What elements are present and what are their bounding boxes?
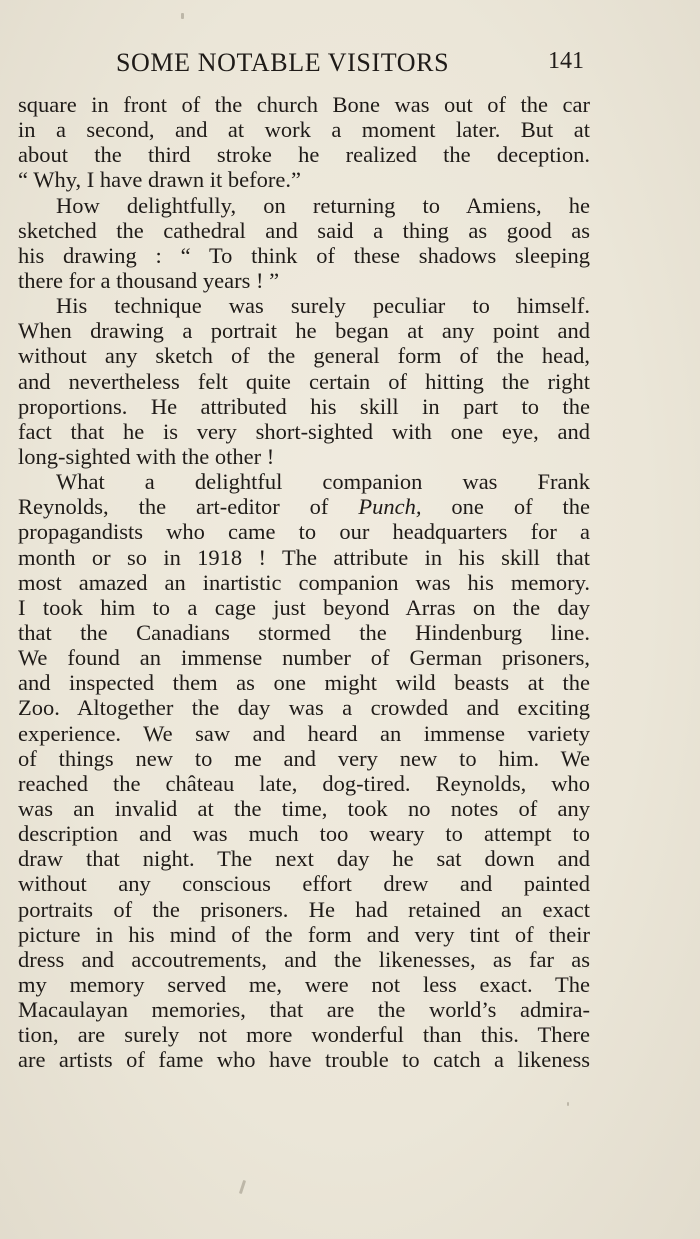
text-line: Zoo. Altogether the day was a crowded and exciting: [18, 695, 590, 721]
paper-speck: [567, 1102, 569, 1106]
text-segment: one of the: [451, 494, 591, 520]
text-line: long-sighted with the other !: [18, 443, 275, 469]
text-line: draw that night. The next day he sat down and: [18, 846, 590, 872]
running-head: [0, 44, 700, 84]
text-line: picture in his mind of the form and very tint of their: [18, 921, 590, 947]
paper-speck: [181, 13, 184, 19]
paper-speck: [239, 1180, 246, 1194]
text-line: and inspected them as one might wild beasts at the: [18, 670, 590, 696]
text-line: his drawing : “ To think of these shadows sleeping: [18, 242, 590, 268]
text-line: without any conscious effort drew and painted: [18, 871, 590, 897]
text-line: about the third stroke he realized the deception.: [18, 142, 590, 168]
text-line: When drawing a portrait he began at any point and: [18, 318, 590, 344]
paragraph-start-line: What a delightful companion was Frank: [56, 469, 590, 495]
text-line: We found an immense number of German prisoners,: [18, 645, 590, 671]
text-line: proportions. He attributed his skill in part to the: [18, 393, 590, 419]
text-line: without any sketch of the general form of the head,: [18, 343, 590, 369]
text-line: sketched the cathedral and said a thing as good as: [18, 217, 590, 243]
paragraph-start-line: How delightfully, on returning to Amiens, he: [56, 192, 590, 218]
text-line: and nevertheless felt quite certain of hitting the right: [18, 368, 590, 394]
text-line: Macaulayan memories, that are the world’s admira-: [18, 997, 590, 1023]
text-line: in a second, and at work a moment later. But at: [18, 117, 590, 143]
punch-title: Punch,: [358, 494, 422, 520]
body-text: [18, 92, 590, 1072]
page-number: 141: [548, 48, 584, 74]
text-line: my memory served me, were not less exact. The: [18, 971, 590, 997]
text-line: was an invalid at the time, took no notes of any: [18, 795, 590, 821]
text-line: experience. We saw and heard an immense variety: [18, 720, 590, 746]
text-line: dress and accoutrements, and the likenesses, as far as: [18, 946, 590, 972]
text-line: tion, are surely not more wonderful than this. There: [18, 1022, 590, 1048]
text-line-reynolds: [18, 494, 590, 519]
text-line: most amazed an inartistic companion was his memory.: [18, 569, 590, 595]
paragraph-start-line: His technique was surely peculiar to himself.: [56, 293, 590, 319]
text-line: that the Canadians stormed the Hindenburg line.: [18, 619, 590, 645]
text-line: there for a thousand years ! ”: [18, 267, 280, 293]
text-line: of things new to me and very new to him. We: [18, 745, 590, 771]
text-line: description and was much too weary to attempt to: [18, 821, 590, 847]
text-line: reached the château late, dog-tired. Reynolds, who: [18, 770, 590, 796]
running-title: SOME NOTABLE VISITORS: [116, 48, 450, 77]
text-line: I took him to a cage just beyond Arras on the day: [18, 594, 590, 620]
text-segment: Reynolds, the art-editor of: [18, 494, 329, 520]
text-line: portraits of the prisoners. He had retained an exact: [18, 896, 590, 922]
text-line: propagandists who came to our headquarters for a: [18, 519, 590, 545]
text-line: “ Why, I have drawn it before.”: [18, 167, 301, 193]
text-line: fact that he is very short-sighted with one eye, and: [18, 418, 590, 444]
text-line: month or so in 1918 ! The attribute in his skill that: [18, 544, 590, 570]
text-line: square in front of the church Bone was out of the car: [18, 92, 590, 117]
text-line: are artists of fame who have trouble to catch a likeness: [18, 1047, 590, 1073]
